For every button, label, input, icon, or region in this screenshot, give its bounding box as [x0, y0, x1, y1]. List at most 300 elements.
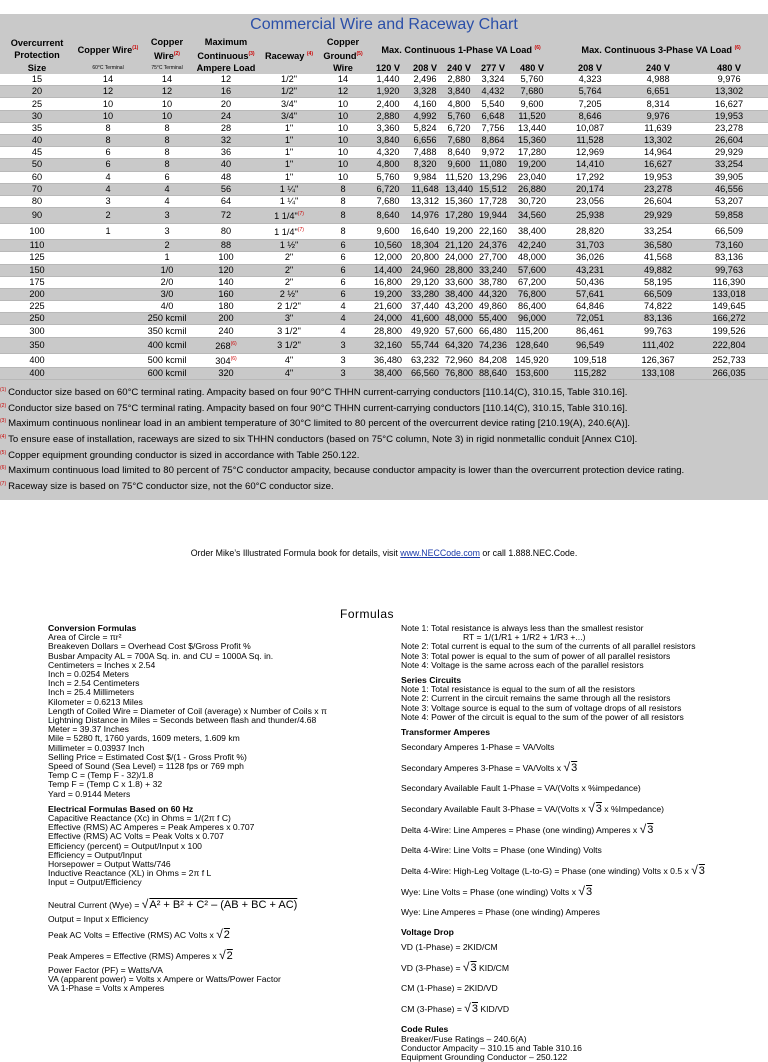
cell-ampere-load: 120: [192, 264, 260, 276]
cell-1phase-va: 13,440: [442, 183, 476, 195]
formula-line: Efficiency (percent) = Output/Input x 100: [48, 840, 202, 851]
cell-ground: 8: [318, 195, 368, 207]
cell-raceway: 1": [260, 159, 318, 171]
cell-cu60: 12: [74, 86, 142, 98]
cell-1phase-va: 9,600: [510, 98, 554, 110]
formula-line: Secondary Available Fault 1-Phase = VA/(Volts x %impedance): [401, 783, 641, 794]
cell-1phase-va: 8,864: [476, 135, 510, 147]
cell-1phase-va: 7,680: [510, 86, 554, 98]
formula-line: Delta 4-Wire: Line Volts = Phase (one Winding) Volts: [401, 845, 602, 856]
cell-3phase-va: 50,436: [554, 276, 626, 288]
formula-line: VA 1-Phase = Volts x Amperes: [48, 983, 165, 994]
cell-3phase-va: 53,207: [690, 195, 768, 207]
cell-1phase-va: 22,160: [476, 224, 510, 240]
cell-cu75: 10: [142, 110, 192, 122]
cell-cu75: 3: [142, 224, 192, 240]
cell-1phase-va: 145,920: [510, 353, 554, 367]
cell-raceway: 3": [260, 313, 318, 325]
cell-1phase-va: 57,600: [510, 264, 554, 276]
cell-cu60: 6: [74, 159, 142, 171]
footnote-mark: (4): [0, 433, 7, 440]
cell-cu75: 8: [142, 135, 192, 147]
cell-cu60: 10: [74, 110, 142, 122]
cell-cu60: 2: [74, 208, 142, 224]
table-row: [0, 325, 768, 337]
formula-line: Note 2: Current in the circuit remains the same through all the resistors: [401, 693, 671, 704]
cell-cu75: 500 kcmil: [142, 353, 192, 367]
cell-cu60: [74, 276, 142, 288]
cell-1phase-va: 38,780: [476, 276, 510, 288]
cell-ground: 10: [318, 110, 368, 122]
cell-ground: 10: [318, 171, 368, 183]
header-cu75: Copper Wire$^{(2)}$: [150, 37, 184, 62]
cell-cu75: 8: [142, 159, 192, 171]
formula-line: Temp F = (Temp C x 1.8) + 32: [48, 779, 163, 790]
cell-ampere-load: 40: [192, 159, 260, 171]
cell-1phase-va: 19,200: [442, 224, 476, 240]
formula-line: Effective (RMS) AC Amperes = Peak Amperes x 0.707: [48, 822, 255, 833]
cell-3phase-va: 66,509: [690, 224, 768, 240]
cell-3phase-va: 4,323: [554, 74, 626, 86]
formulas-left-column: [48, 624, 378, 994]
cell-ampere-load: 240: [192, 325, 260, 337]
table-row: [0, 183, 768, 195]
table-row: [0, 264, 768, 276]
cell-3phase-va: 8,646: [554, 110, 626, 122]
cell-3phase-va: 133,018: [690, 288, 768, 300]
cell-1phase-va: 19,200: [510, 159, 554, 171]
cell-1phase-va: 21,120: [442, 240, 476, 252]
cell-1phase-va: 8,640: [368, 208, 408, 224]
cell-ground: 12: [318, 86, 368, 98]
cell-raceway: 2 ½": [260, 288, 318, 300]
cell-1phase-va: 14,976: [408, 208, 442, 224]
formula-line: Inch = 2.54 Centimeters: [48, 678, 140, 689]
cell-size: 400: [0, 367, 74, 379]
table-row: [0, 159, 768, 171]
formula-line: Note 3: Voltage source is equal to the sum of voltage drops of all resistors: [401, 702, 682, 713]
cell-ampere-load: 36: [192, 147, 260, 159]
cell-1phase-va: 9,984: [408, 171, 442, 183]
cell-1phase-va: 72,960: [442, 353, 476, 367]
cell-size: 125: [0, 252, 74, 264]
formula-line: Input = Output/Efficiency: [48, 877, 142, 888]
formula-line: Output = Input x Efficiency: [48, 913, 149, 924]
cell-1phase-va: 55,400: [476, 313, 510, 325]
cell-cu75: 4: [142, 195, 192, 207]
cell-raceway: 3 1/2": [260, 325, 318, 337]
formula-line: Inch = 25.4 Millimeters: [48, 687, 135, 698]
formula-line: Busbar Ampacity AL = 700A Sq. in. and CU = 1000A Sq. in.: [48, 650, 274, 661]
cell-1phase-va: 13,440: [510, 122, 554, 134]
cell-cu75: 14: [142, 74, 192, 86]
cell-1phase-va: 23,040: [510, 171, 554, 183]
cell-3phase-va: 9,976: [690, 74, 768, 86]
header-v3-0: 208 V: [578, 63, 603, 74]
formula-line: Capacitive Reactance (Xc) in Ohms = 1/(2π f C): [48, 813, 231, 824]
cell-cu60: [74, 288, 142, 300]
cell-cu75: 400 kcmil: [142, 337, 192, 353]
header-cu75-sub: 75°C Terminal: [151, 65, 183, 72]
cell-raceway: 2 1/2": [260, 301, 318, 313]
cell-cu75: 1: [142, 252, 192, 264]
formula-line: Note 3: Total power is equal to the sum of power of all parallel resistors: [401, 650, 671, 661]
cell-1phase-va: 3,840: [442, 86, 476, 98]
footnote-text: Copper equipment grounding conductor is sized in accordance with Table 250.122.: [8, 449, 360, 461]
cell-size: 300: [0, 325, 74, 337]
cell-3phase-va: 74,822: [626, 301, 690, 313]
cell-3phase-va: 19,953: [626, 171, 690, 183]
cell-cu75: 4/0: [142, 301, 192, 313]
cell-1phase-va: 15,360: [510, 135, 554, 147]
cell-ampere-load: 304$^{(6)}$: [192, 353, 260, 367]
sqrt-symbol: √: [464, 1001, 471, 1016]
cell-raceway: 1 1/4"$^{(7)}$: [260, 208, 318, 224]
cell-1phase-va: 6,648: [476, 110, 510, 122]
cell-size: 200: [0, 288, 74, 300]
cell-cu60: [74, 264, 142, 276]
cell-1phase-va: 76,800: [510, 288, 554, 300]
cell-1phase-va: 2,880: [368, 110, 408, 122]
cell-1phase-va: 14,400: [368, 264, 408, 276]
cell-ground: 6: [318, 252, 368, 264]
cell-3phase-va: 99,763: [626, 325, 690, 337]
formula-line: Conductor Ampacity – 310.15 and Table 310.16: [401, 1042, 582, 1053]
cell-ground: 8: [318, 224, 368, 240]
header-3phase: Max. Continuous 3-Phase VA Load $^{(6)}$: [581, 45, 741, 56]
cell-1phase-va: 9,972: [476, 147, 510, 159]
cell-ground: 10: [318, 135, 368, 147]
formula-line: Wye: Line Amperes = Phase (one winding) Amperes: [401, 907, 600, 918]
formula-line: Peak Amperes = Effective (RMS) Amperes x √2: [48, 947, 233, 962]
cell-1phase-va: 96,000: [510, 313, 554, 325]
formula-line: Millimeter = 0.03937 Inch: [48, 742, 145, 753]
cell-ampere-load: 28: [192, 122, 260, 134]
footnote-text: Maximum continuous nonlinear load in an ambient temperature of 30°C limited to 80 percent of the overcurrent device rating [210.19(A), 240.6(A)].: [8, 418, 631, 430]
cell-3phase-va: 9,976: [626, 110, 690, 122]
cell-1phase-va: 115,200: [510, 325, 554, 337]
cell-cu60: 8: [74, 135, 142, 147]
cell-1phase-va: 84,208: [476, 353, 510, 367]
cell-1phase-va: 24,000: [442, 252, 476, 264]
cell-ampere-load: 64: [192, 195, 260, 207]
header-size: Size: [27, 63, 47, 74]
cell-3phase-va: 29,929: [690, 147, 768, 159]
table-row: [0, 208, 768, 224]
header-v1-4: 480 V: [520, 63, 545, 74]
cell-cu75: 12: [142, 86, 192, 98]
table-row: [0, 252, 768, 264]
cell-1phase-va: 44,320: [476, 288, 510, 300]
cell-3phase-va: 17,292: [554, 171, 626, 183]
cell-ground: 4: [318, 301, 368, 313]
header-ground: Copper Ground$^{(5)}$: [323, 37, 363, 62]
footnote: [0, 447, 768, 463]
cell-1phase-va: 21,600: [368, 301, 408, 313]
header-1phase: Max. Continuous 1-Phase VA Load $^{(6)}$: [381, 45, 541, 56]
formulas-title: Formulas: [340, 607, 395, 621]
cell-1phase-va: 13,296: [476, 171, 510, 183]
cell-3phase-va: 8,314: [626, 98, 690, 110]
cell-cu75: 600 kcmil: [142, 367, 192, 379]
cell-3phase-va: 26,604: [626, 195, 690, 207]
cell-1phase-va: 38,400: [510, 224, 554, 240]
cell-3phase-va: 14,410: [554, 159, 626, 171]
cell-ground: 3: [318, 367, 368, 379]
cell-ground: 10: [318, 122, 368, 134]
cell-raceway: 1/2": [260, 86, 318, 98]
cell-1phase-va: 57,600: [442, 325, 476, 337]
cell-1phase-va: 4,800: [442, 98, 476, 110]
cell-1phase-va: 128,640: [510, 337, 554, 353]
table-row: [0, 301, 768, 313]
cell-1phase-va: 3,840: [368, 135, 408, 147]
cell-cu75: 8: [142, 147, 192, 159]
cell-3phase-va: 33,254: [626, 224, 690, 240]
cell-1phase-va: 24,376: [476, 240, 510, 252]
cell-1phase-va: 29,120: [408, 276, 442, 288]
cell-3phase-va: 14,964: [626, 147, 690, 159]
formula-line: Kilometer = 0.6213 Miles: [48, 696, 143, 707]
header-v1-3: 277 V: [480, 63, 505, 74]
neccode-link[interactable]: www.NECCode.com: [400, 548, 480, 558]
formula-line: Inductive Reactance (XL) in Ohms = 2π f L: [48, 868, 212, 879]
footnotes: [0, 380, 768, 500]
cell-1phase-va: 6,656: [408, 135, 442, 147]
cell-raceway: 1": [260, 135, 318, 147]
cell-3phase-va: 11,639: [626, 122, 690, 134]
cell-ampere-load: 20: [192, 98, 260, 110]
cell-cu75: 2/0: [142, 276, 192, 288]
formula-line: Lightning Distance in Miles = Seconds between flash and thunder/4.68: [48, 715, 317, 726]
cell-1phase-va: 30,720: [510, 195, 554, 207]
cell-size: 90: [0, 208, 74, 224]
table-row: [0, 353, 768, 367]
cell-ampere-load: 160: [192, 288, 260, 300]
footnote-mark: (5): [0, 449, 7, 456]
cell-1phase-va: 26,880: [510, 183, 554, 195]
cell-1phase-va: 76,800: [442, 367, 476, 379]
formula-line: VD (3-Phase) = √3 KID/CM: [401, 960, 510, 975]
formula-line: Delta 4-Wire: High-Leg Voltage (L-to-G) = Phase (one winding) Volts x 0.5 x √3: [401, 863, 705, 878]
cell-cu60: 3: [74, 195, 142, 207]
table-row: [0, 224, 768, 240]
cell-1phase-va: 28,800: [368, 325, 408, 337]
formula-line: Note 4: Power of the circuit is equal to the sum of the power of all resistors: [401, 711, 684, 722]
cell-3phase-va: 72,051: [554, 313, 626, 325]
cell-1phase-va: 36,480: [368, 353, 408, 367]
cell-ground: 10: [318, 159, 368, 171]
cell-1phase-va: 6,720: [442, 122, 476, 134]
cell-size: 250: [0, 313, 74, 325]
cell-cu60: [74, 367, 142, 379]
table-row: [0, 313, 768, 325]
cell-3phase-va: 12,969: [554, 147, 626, 159]
cell-1phase-va: 7,756: [476, 122, 510, 134]
footnote-mark: (1): [0, 386, 7, 393]
cell-3phase-va: 199,526: [690, 325, 768, 337]
cell-3phase-va: 13,302: [690, 86, 768, 98]
cell-1phase-va: 17,280: [510, 147, 554, 159]
cell-1phase-va: 43,200: [442, 301, 476, 313]
cell-3phase-va: 36,580: [626, 240, 690, 252]
cell-3phase-va: 149,645: [690, 301, 768, 313]
cell-size: 40: [0, 135, 74, 147]
cell-3phase-va: 96,549: [554, 337, 626, 353]
cell-1phase-va: 34,560: [510, 208, 554, 224]
cell-size: 350: [0, 337, 74, 353]
table-row: [0, 86, 768, 98]
cell-cu75: 3/0: [142, 288, 192, 300]
header-ampere-load: Ampere Load: [196, 63, 256, 74]
cell-1phase-va: 11,648: [408, 183, 442, 195]
cell-ground: 10: [318, 98, 368, 110]
cell-1phase-va: 8,640: [442, 147, 476, 159]
cell-ampere-load: 16: [192, 86, 260, 98]
cell-3phase-va: 28,820: [554, 224, 626, 240]
cell-ampere-load: 12: [192, 74, 260, 86]
table-row: [0, 171, 768, 183]
cell-1phase-va: 48,000: [510, 252, 554, 264]
order-text-after: or call 1.888.NEC.Code.: [479, 548, 578, 558]
header-cu60: Copper Wire$^{(1)}$: [77, 45, 139, 56]
cell-1phase-va: 9,600: [442, 159, 476, 171]
cell-ampere-load: 140: [192, 276, 260, 288]
cell-ground: 3: [318, 353, 368, 367]
cell-1phase-va: 9,600: [368, 224, 408, 240]
formula-line: Power Factor (PF) = Watts/VA: [48, 964, 163, 975]
formula-line: CM (3-Phase) = √3 KID/VD: [401, 1001, 510, 1016]
cell-raceway: 1 1/4"$^{(7)}$: [260, 224, 318, 240]
header-wire: Wire: [333, 63, 353, 74]
formula-section-heading: Code Rules: [401, 1024, 449, 1035]
cell-1phase-va: 18,304: [408, 240, 442, 252]
cell-ampere-load: 32: [192, 135, 260, 147]
cell-3phase-va: 16,627: [626, 159, 690, 171]
cell-raceway: 4": [260, 367, 318, 379]
cell-3phase-va: 5,764: [554, 86, 626, 98]
formula-line: Note 4: Voltage is the same across each of the parallel resistors: [401, 659, 644, 670]
footnote-mark: (2): [0, 402, 7, 409]
cell-1phase-va: 24,000: [368, 313, 408, 325]
footnote-text: Maximum continuous load limited to 80 percent of 75°C conductor ampacity, because conductor ampacity is lower than the overcurrent protection device rating.: [8, 465, 685, 477]
cell-cu75: 1/0: [142, 264, 192, 276]
table-row: [0, 98, 768, 110]
wire-table: [0, 36, 768, 380]
formula-line: Centimeters = Inches x 2.54: [48, 659, 156, 670]
cell-3phase-va: 64,846: [554, 301, 626, 313]
cell-1phase-va: 38,400: [368, 367, 408, 379]
sqrt-symbol: √: [219, 947, 226, 962]
cell-3phase-va: 41,568: [626, 252, 690, 264]
cell-3phase-va: 266,035: [690, 367, 768, 379]
cell-1phase-va: 15,512: [476, 183, 510, 195]
cell-3phase-va: 10,087: [554, 122, 626, 134]
cell-3phase-va: 23,278: [690, 122, 768, 134]
cell-1phase-va: 4,432: [476, 86, 510, 98]
cell-cu75: 8: [142, 122, 192, 134]
formula-line: Effective (RMS) AC Volts = Peak Volts x 0.707: [48, 831, 224, 842]
cell-3phase-va: 39,905: [690, 171, 768, 183]
cell-size: 50: [0, 159, 74, 171]
cell-3phase-va: 166,272: [690, 313, 768, 325]
cell-ampere-load: 100: [192, 252, 260, 264]
cell-1phase-va: 7,680: [442, 135, 476, 147]
cell-ampere-load: 24: [192, 110, 260, 122]
cell-3phase-va: 58,195: [626, 276, 690, 288]
cell-ground: 8: [318, 183, 368, 195]
cell-raceway: 1": [260, 147, 318, 159]
cell-ground: 6: [318, 240, 368, 252]
cell-1phase-va: 66,480: [476, 325, 510, 337]
cell-size: 150: [0, 264, 74, 276]
cell-cu60: [74, 325, 142, 337]
cell-1phase-va: 5,824: [408, 122, 442, 134]
cell-1phase-va: 48,000: [442, 313, 476, 325]
cell-1phase-va: 5,760: [442, 110, 476, 122]
cell-3phase-va: 126,367: [626, 353, 690, 367]
footnote-text: Raceway size is based on 75°C conductor size, not the 60°C conductor size.: [8, 481, 334, 493]
header-v1-0: 120 V: [375, 63, 400, 74]
cell-size: 25: [0, 98, 74, 110]
cell-1phase-va: 16,800: [368, 276, 408, 288]
cell-1phase-va: 74,236: [476, 337, 510, 353]
cell-1phase-va: 1,440: [368, 74, 408, 86]
cell-size: 15: [0, 74, 74, 86]
cell-3phase-va: 252,733: [690, 353, 768, 367]
cell-size: 110: [0, 240, 74, 252]
cell-3phase-va: 116,390: [690, 276, 768, 288]
cell-ampere-load: 56: [192, 183, 260, 195]
cell-1phase-va: 88,640: [476, 367, 510, 379]
cell-1phase-va: 28,800: [442, 264, 476, 276]
footnote-text: Conductor size based on 75°C terminal rating. Ampacity based on four 90°C THHN current-carrying conductors [110.14(C), 310.15, Table 310.16].: [8, 402, 628, 414]
cell-ground: 6: [318, 264, 368, 276]
cell-1phase-va: 8,320: [408, 159, 442, 171]
cell-cu75: 3: [142, 208, 192, 224]
cell-cu60: [74, 337, 142, 353]
formula-line: Secondary Amperes 1-Phase = VA/Volts: [401, 742, 555, 753]
header-v3-2: 480 V: [717, 63, 742, 74]
wire-raceway-chart: [0, 14, 768, 500]
cell-ampere-load: 200: [192, 313, 260, 325]
cell-3phase-va: 33,254: [690, 159, 768, 171]
cell-1phase-va: 49,860: [476, 301, 510, 313]
cell-1phase-va: 16,640: [408, 224, 442, 240]
formula-line: VA (apparent power) = Volts x Ampere or Watts/Power Factor: [48, 974, 281, 985]
cell-3phase-va: 26,604: [690, 135, 768, 147]
cell-1phase-va: 7,680: [368, 195, 408, 207]
cell-cu60: 14: [74, 74, 142, 86]
formula-line: CM (1-Phase) = 2KID/VD: [401, 983, 498, 994]
cell-3phase-va: 86,461: [554, 325, 626, 337]
cell-1phase-va: 11,520: [442, 171, 476, 183]
formula-line: Note 2: Total current is equal to the sum of the currents of all parallel resistors: [401, 641, 696, 652]
cell-3phase-va: 73,160: [690, 240, 768, 252]
cell-1phase-va: 2,400: [368, 98, 408, 110]
cell-raceway: 4": [260, 353, 318, 367]
cell-size: 60: [0, 171, 74, 183]
cell-1phase-va: 7,488: [408, 147, 442, 159]
cell-ampere-load: 72: [192, 208, 260, 224]
cell-3phase-va: 49,882: [626, 264, 690, 276]
cell-3phase-va: 57,641: [554, 288, 626, 300]
order-line: [0, 548, 768, 558]
cell-3phase-va: 36,026: [554, 252, 626, 264]
cell-1phase-va: 3,328: [408, 86, 442, 98]
formula-line: Yard = 0.9144 Meters: [48, 788, 131, 799]
formula-line: Secondary Available Fault 3-Phase = VA/(Volts x √3 x %Impedance): [401, 801, 665, 816]
